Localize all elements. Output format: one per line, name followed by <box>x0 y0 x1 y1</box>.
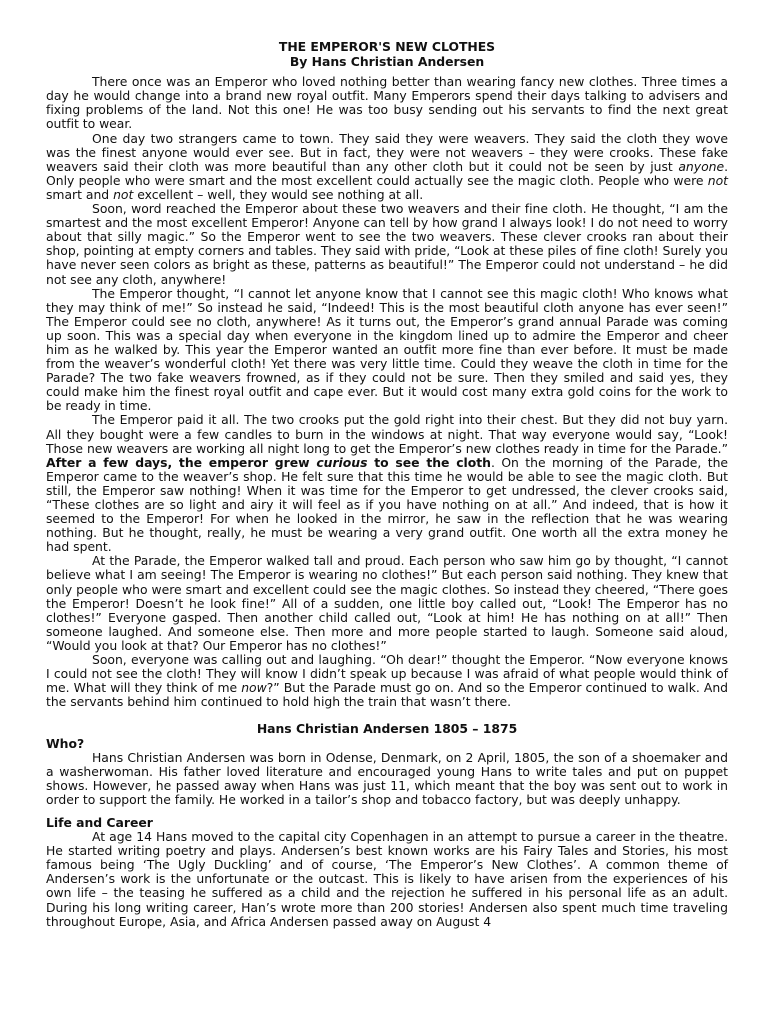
bold-text: to see the cloth <box>367 454 491 470</box>
text-run: smart and <box>46 186 114 202</box>
career-heading: Life and Career <box>46 814 153 830</box>
story-paragraph-7 <box>46 653 728 709</box>
story-paragraph-5 <box>46 413 728 554</box>
story-body <box>46 75 728 709</box>
document-header <box>46 40 728 69</box>
who-heading: Who? <box>46 735 85 751</box>
text-run: The Emperor paid it all. The two crooks put the gold right into their chest. But they did not buy yarn. All they bought were a few candles to burn in the windows at night. That way everyone would say, “Look! Those new weavers are working all night long to get the Emperor’s new clothes ready in time for the Parade.” <box>46 412 728 456</box>
document-title: THE EMPEROR'S NEW CLOTHES <box>278 39 496 54</box>
text-run: . Only people who were smart and the most excellent could actually see the magic cloth. People who were <box>46 158 728 188</box>
bold-italic-text: curious <box>316 454 368 470</box>
text-run: One day two strangers came to town. They said they were weavers. They said the cloth they wove was the finest anyone would ever see. But in fact, they were not weavers – they were crooks. These fake weavers said their cloth was more beautiful than any other cloth but it could not be seen by just <box>46 130 728 174</box>
story-paragraph-2 <box>46 132 728 202</box>
italic-text: not <box>707 172 728 188</box>
bio-title: Hans Christian Andersen 1805 – 1875 <box>256 721 518 737</box>
who-paragraph: Hans Christian Andersen was born in Odense, Denmark, on 2 April, 1805, the son of a shoemaker and a washerwoman. His father loved literature and encouraged young Hans to write tales and put on puppet shows. However, he passed away when Hans was just 11, which meant that the boy was sent out to work in order to support the family. He worked in a tailor’s shop and tobacco factory, but was deeply unhappy. <box>46 749 728 807</box>
story-paragraph-4: The Emperor thought, “I cannot let anyone know that I cannot see this magic cloth! Who knows what they may think of me!” So instead he said, “Indeed! This is the most beautiful cloth anyone has ever seen!” The Emperor could see no cloth, anywhere! As it turns out, the Emperor’s grand annual Parade was coming up soon. This was a special day when everyone in the kingdom lined up to admire the Emperor and cheer him as he walked by. This year the Emperor wanted an outfit more fine than ever before. It must be made from the weaver’s wonderful cloth! Yet there was very little time. Could they weave the cloth in time for the Parade? The two fake weavers frowned, as if they could not be sure. Then they smiled and said yes, they could make him the finest royal outfit and cape ever. But it would cost many extra gold coins for the work to be ready in time. <box>46 285 728 414</box>
text-run: . On the morning of the Parade, the Emperor came to the weaver’s shop. He felt sure that this time he would be able to see the magic cloth. But still, the Emperor saw nothing! When it was time for the Emperor to get undressed, the clever crooks said, “These clothes are so light and airy it will feel as if you have nothing on at all.” And indeed, that is how it seemed to the Emperor! For when he looked in the mirror, he saw in the reflection that he was wearing nothing. But he thought, really, he must be wearing a very grand outfit. One worth all the extra money he had spent. <box>46 454 729 555</box>
story-paragraph-1: There once was an Emperor who loved nothing better than wearing fancy new clothes. Three times a day he would change into a brand new royal outfit. Many Emperors spend their days talking to advisers and fixing problems of the land. Not this one! He was too busy sending out his servants to find the next great outfit to wear. <box>46 74 728 132</box>
text-run: Soon, everyone was calling out and laughing. “Oh dear!” thought the Emperor. “Now everyone knows I could not see the cloth! They will know I didn’t speak up because I was afraid of what people would think of me. What will they think of me <box>46 652 728 696</box>
text-run: excellent – well, they would see nothing at all. <box>133 186 424 202</box>
career-paragraph: At age 14 Hans moved to the capital city Copenhagen in an attempt to pursue a career in the theatre. He started writing poetry and plays. Andersen’s best known works are his Fairy Tales and Stories, his most famous being ‘The Ugly Duckling’ and of course, ‘The Emperor’s New Clothes’. A common theme of Andersen’s work is the unfortunate or the outcast. This is likely to have arisen from the experiences of his own life – the teasing he suffered as a child and the rejection he suffered in his personal life as an adult. During his long writing career, Han’s wrote more than 200 stories! Andersen also spent much time traveling throughout Europe, Asia, and Africa Andersen passed away on August 4 <box>46 829 728 929</box>
document-byline: By Hans Christian Andersen <box>289 53 485 69</box>
text-run: ?” But the Parade must go on. And so the Emperor continued to walk. And the servants behind him continued to hold high the train that wasn’t there. <box>46 680 728 710</box>
italic-text: not <box>113 186 134 202</box>
bold-text: After a few days, the emperor grew <box>46 454 317 470</box>
story-paragraph-6: At the Parade, the Emperor walked tall and proud. Each person who saw him go by thought, “I cannot believe what I am seeing! The Emperor is wearing no clothes!” But each person said nothing. They knew that only people who were smart and excellent could see the magic clothes. So instead they cheered, “There goes the Emperor! Doesn’t he look fine!” All of a sudden, one little boy called out, “Look! The Emperor has no clothes!” Everyone gasped. Then another child called out, “Look at him! He has nothing on at all!” Then someone laughed. And someone else. Then more and more people started to laugh. Someone said aloud, “Would you look at that? Our Emperor has no clothes!” <box>46 553 728 653</box>
italic-text: now <box>241 680 267 696</box>
italic-text: anyone <box>678 158 725 174</box>
bio-section <box>46 722 728 928</box>
story-paragraph-3: Soon, word reached the Emperor about these two weavers and their fine cloth. He thought, “I am the smartest and the most excellent Emperor! Anyone can tell by how grand I always look! I do not need to worry about that silly magic.” So the Emperor went to see the two weavers. These clever crooks ran about their shop, pointing at empty corners and tables. They said with pride, “Look at these piles of fine cloth! Surely you have never seen colors as bright as these, patterns as beautiful!” The Emperor could not understand – he did not see any cloth, anywhere! <box>46 201 728 287</box>
